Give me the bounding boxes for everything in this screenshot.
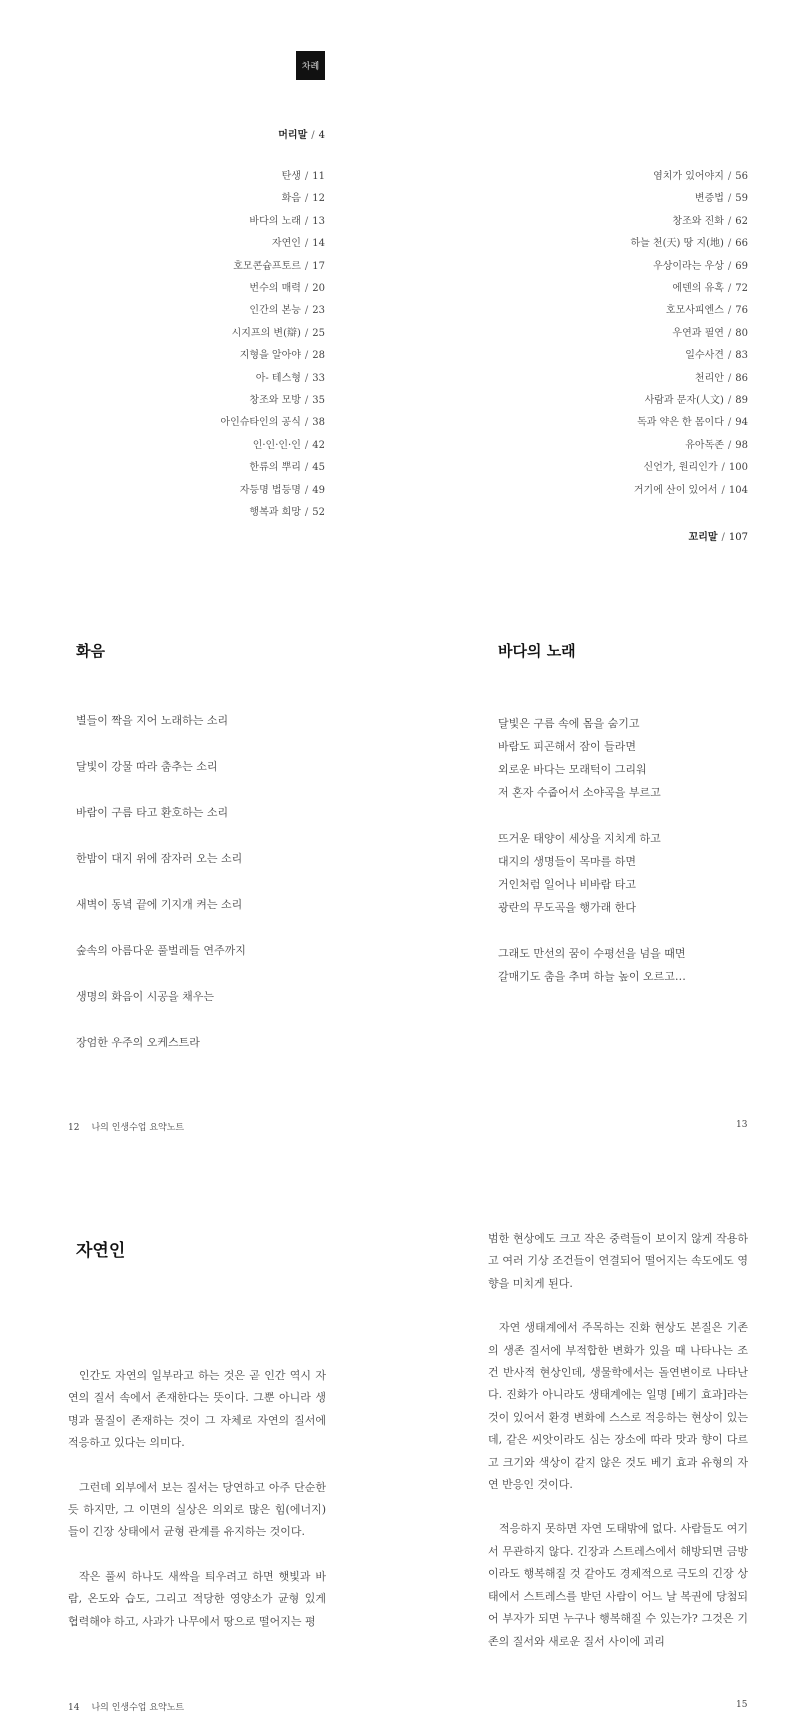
toc-entry-page: 56 [735, 171, 748, 182]
poem-title-sea-song: 바다의 노래 [498, 642, 576, 660]
toc-entry: 신언가, 원리인가 / 100 [643, 462, 748, 474]
toc-separator: / [721, 532, 725, 543]
toc-badge: 차례 [296, 51, 325, 80]
essay-title: 자연인 [76, 1241, 126, 1261]
toc-entry-page: 28 [312, 350, 325, 362]
toc-entry: 인·인·인·인 / 42 [252, 439, 325, 451]
poem-line: 대지의 생명들이 목마를 하면 [498, 855, 637, 868]
poem-stanza [498, 712, 686, 804]
toc-entry: 독과 약은 한 몸이다 / 94 [637, 417, 748, 429]
toc-entry-title: 자연인 [271, 238, 301, 250]
toc-entry: 창조와 진화 / 62 [672, 215, 748, 227]
toc-entry-title: 변증법 [694, 193, 724, 205]
poem-line: 저 혼자 수줍어서 소야곡을 부르고 [498, 786, 661, 799]
essay-paragraph: 그런데 외부에서 보는 질서는 당연하고 아주 단순한 듯 하지만, 그 이면의 실상은 의외로 많은 힘(에너지)들이 긴장 상태에서 균형 관계를 유지하는 것이다. [68, 1480, 326, 1539]
poem-line: 새벽이 동녘 끝에 기지개 켜는 소리 [76, 898, 243, 911]
poem-line: 바람도 피곤해서 잠이 들라면 [498, 740, 637, 753]
toc-entry-title: 사람과 문자(人文) [644, 395, 724, 407]
poem-line: 달빛이 강물 따라 춤추는 소리 [76, 760, 218, 773]
toc-entry: 바다의 노래 / 13 [249, 215, 325, 227]
toc-entry-page: 25 [312, 327, 325, 339]
toc-entry-page: 83 [735, 350, 748, 362]
toc-entry: 창조와 모방 / 35 [249, 395, 325, 407]
toc-entry: 자등명 법등명 / 49 [239, 484, 325, 496]
toc-entry: 행복과 희망 / 52 [249, 507, 325, 519]
folio-left [68, 1700, 184, 1713]
toc-entry-title: 창조와 진화 [672, 215, 724, 227]
poem-stanza [498, 942, 686, 988]
folio-page-number: 14 [68, 1703, 80, 1713]
toc-separator: / [311, 130, 315, 141]
toc-entry-title: 한류의 뿌리 [249, 462, 301, 474]
toc-entry-title: 번수의 매력 [249, 283, 301, 295]
essay-paragraph: 적응하지 못하면 자연 도태밖에 없다. 사람들도 여기서 무관하지 않다. 긴장과 스트레스에서 해방되면 금방이라도 행복해질 것 같아도 경제적으로 극도의 긴장 상태에서 스트레스를 받던 사람이 어느 날 복권에 당첨되어 부자가 되면 누구나 행복해질 수 있는가? 그것은 기존의 질서와 새로운 질서 사이에 괴리 [488, 1522, 748, 1648]
toc-entry-title: 인간의 본능 [249, 305, 301, 317]
folio-book-title: 나의 인생수업 요약노트 [91, 1123, 185, 1133]
toc-entry-page: 20 [312, 283, 325, 295]
toc-entry: 호모사피엔스 / 76 [665, 305, 748, 317]
toc-entry-title: 자등명 법등명 [239, 484, 301, 496]
toc-entry: 호모콘슘프토르 / 17 [233, 260, 325, 272]
essay-paragraph: 범한 현상에도 크고 작은 중력들이 보이지 않게 작용하고 여러 기상 조건들이 연결되어 떨어지는 속도에도 영향을 미치게 된다. [488, 1232, 748, 1290]
toc-entry-page: 62 [735, 215, 748, 227]
toc-entry-title: 지형을 알아야 [239, 350, 301, 362]
poem-line: 별들이 짝을 지어 노래하는 소리 [76, 714, 229, 727]
essay-paragraph: 작은 풀씨 하나도 새싹을 틔우려고 하면 햇빛과 바람, 온도와 습도, 그리고 적당한 영양소가 균형 있게 협력해야 하고, 사과가 나무에서 땅으로 떨어지는 평 [68, 1569, 326, 1628]
toc-entry-title: 염치가 있어야지 [653, 171, 724, 182]
folio-book-title: 나의 인생수업 요약노트 [91, 1703, 185, 1713]
toc-left-column [150, 166, 325, 525]
toc-entry-title: 유아독존 [685, 439, 724, 451]
toc-entry-page: 45 [312, 462, 325, 474]
toc-entry-page: 59 [735, 193, 748, 205]
toc-entry: 아인슈타인의 공식 / 38 [220, 417, 325, 429]
toc-entry-page: 94 [735, 417, 748, 429]
toc-preface-page: 4 [318, 130, 325, 141]
toc-preface [200, 126, 325, 141]
folio-page-number: 15 [736, 1700, 748, 1710]
toc-epilogue-title: 꼬리말 [688, 532, 718, 543]
toc-entry: 자연인 / 14 [271, 238, 325, 250]
poem-line: 광란의 무도곡을 행가래 한다 [498, 901, 637, 914]
toc-entry-title: 독과 약은 한 몸이다 [637, 417, 724, 429]
toc-entry-page: 42 [312, 439, 325, 451]
toc-entry: 우상이라는 우상 / 69 [653, 260, 748, 272]
toc-entry: 번수의 매력 / 20 [249, 283, 325, 295]
toc-entry-page: 89 [735, 395, 748, 407]
poem-line: 숲속의 아름다운 풀벌레들 연주까지 [76, 944, 246, 957]
toc-entry: 하늘 천(天) 땅 지(地) / 66 [630, 238, 748, 250]
poem-harmony-body [76, 712, 246, 1080]
toc-entry-page: 72 [735, 283, 748, 295]
toc-entry-page: 33 [312, 372, 325, 384]
toc-entry-page: 66 [735, 238, 748, 250]
toc-entry: 사람과 문자(人文) / 89 [644, 395, 748, 407]
toc-entry-page: 17 [312, 260, 325, 272]
toc-entry: 에덴의 유혹 / 72 [672, 283, 748, 295]
toc-entry-page: 23 [312, 305, 325, 317]
toc-entry-title: 호모콘슘프토르 [233, 260, 301, 272]
toc-entry-title: 신언가, 원리인가 [643, 462, 718, 474]
toc-entry-title: 바다의 노래 [249, 215, 301, 227]
toc-entry-title: 우연과 필연 [672, 327, 724, 339]
toc-entry: 염치가 있어야지 / 56 [653, 171, 748, 182]
folio-left [68, 1120, 184, 1133]
toc-entry: 지형을 알아야 / 28 [239, 350, 325, 362]
toc-entry: 아- 테스형 / 33 [255, 372, 325, 384]
poem-line: 그래도 만선의 꿈이 수평선을 넘을 때면 [498, 947, 686, 960]
toc-entry: 탄생 / 11 [281, 171, 325, 182]
toc-entry-page: 52 [312, 507, 325, 519]
toc-entry-title: 호모사피엔스 [665, 305, 724, 317]
toc-entry-title: 거기에 산이 있어서 [633, 484, 718, 496]
poem-line: 뜨거운 태양이 세상을 지치게 하고 [498, 832, 661, 845]
folio-page-number: 12 [68, 1123, 80, 1133]
toc-entry-title: 화음 [281, 193, 301, 205]
poem-sea-song-body [498, 712, 686, 1011]
poem-line: 한밤이 대지 위에 잠자러 오는 소리 [76, 852, 243, 865]
toc-entry-page: 38 [312, 417, 325, 429]
toc-entry-title: 아인슈타인의 공식 [220, 417, 301, 429]
poem-stanza [498, 827, 686, 919]
poem-line: 장엄한 우주의 오케스트라 [76, 1036, 200, 1049]
toc-entry: 한류의 뿌리 / 45 [249, 462, 325, 474]
poem-line: 갈매기도 춤을 추며 하늘 높이 오르고… [498, 970, 686, 983]
toc-entry: 우연과 필연 / 80 [672, 327, 748, 339]
toc-entry-page: 98 [735, 439, 748, 451]
toc-entry: 변증법 / 59 [694, 193, 748, 205]
toc-entry: 유아독존 / 98 [685, 439, 748, 451]
toc-entry-page: 13 [312, 215, 325, 227]
toc-entry-page: 100 [728, 462, 748, 474]
toc-entry-title: 우상이라는 우상 [653, 260, 724, 272]
toc-right-column [560, 166, 748, 502]
toc-preface-title: 머리말 [278, 130, 308, 141]
toc-entry-title: 창조와 모방 [249, 395, 301, 407]
essay-left-column [68, 1365, 326, 1655]
toc-entry-page: 49 [312, 484, 325, 496]
toc-epilogue [600, 528, 748, 543]
toc-entry-title: 천리안 [694, 372, 724, 384]
poem-line: 거인처럼 일어나 비바람 타고 [498, 878, 637, 891]
toc-entry-page: 14 [312, 238, 325, 250]
toc-entry-title: 행복과 희망 [249, 507, 301, 519]
toc-entry-title: 시지프의 변(辯) [231, 327, 301, 339]
essay-paragraph: 인간도 자연의 일부라고 하는 것은 곧 인간 역시 자연의 질서 속에서 존재한다는 뜻이다. 그뿐 아니라 생명과 물질이 존재하는 것이 그 자체로 자연의 질서에 적응하고 있다는 의미다. [68, 1369, 326, 1450]
toc-entry: 화음 / 12 [281, 193, 325, 205]
toc-entry: 천리안 / 86 [694, 372, 748, 384]
toc-entry-page: 104 [728, 484, 748, 496]
toc-entry-title: 탄생 [281, 171, 301, 182]
toc-entry-page: 69 [735, 260, 748, 272]
toc-entry-page: 35 [312, 395, 325, 407]
folio-page-number: 13 [736, 1120, 748, 1130]
poem-line: 달빛은 구름 속에 몸을 숨기고 [498, 717, 640, 730]
toc-entry-title: 아- 테스형 [255, 372, 301, 384]
toc-entry: 인간의 본능 / 23 [249, 305, 325, 317]
folio-right [736, 1120, 747, 1130]
folio-right [736, 1700, 747, 1710]
toc-entry: 거기에 산이 있어서 / 104 [633, 484, 748, 496]
toc-entry: 일수사견 / 83 [685, 350, 748, 362]
toc-entry-page: 76 [735, 305, 748, 317]
toc-entry-page: 12 [312, 193, 325, 205]
toc-entry-page: 86 [735, 372, 748, 384]
toc-entry-title: 하늘 천(天) 땅 지(地) [630, 238, 724, 250]
essay-paragraph: 자연 생태계에서 주목하는 진화 현상도 본질은 기존의 생존 질서에 부적합한 변화가 있을 때 나타나는 조건 반사적 현상인데, 생물학에서는 돌연변이로 나타난다. 진화가 아니라도 생태계에는 일명 [베기 효과]라는 것이 있어서 환경 변화에 스스로 적응하는 현상이 있는데, 같은 씨앗이라도 심는 장소에 따라 맛과 향이 다르고 크기와 색상이 같지 않은 것도 베기 효과 유형의 자연 반응인 것이다. [488, 1321, 748, 1492]
toc-epilogue-page: 107 [728, 532, 748, 543]
toc-entry: 시지프의 변(辯) / 25 [231, 327, 325, 339]
essay-right-column [488, 1228, 748, 1675]
toc-entry-title: 일수사견 [685, 350, 724, 362]
toc-entry-title: 인·인·인·인 [252, 439, 301, 451]
poem-title-harmony: 화음 [76, 642, 105, 660]
poem-line: 생명의 화음이 시공을 채우는 [76, 990, 215, 1003]
toc-entry-page: 11 [312, 171, 325, 182]
toc-entry-page: 80 [735, 327, 748, 339]
poem-line: 외로운 바다는 모래턱이 그리워 [498, 763, 647, 776]
poem-line: 바람이 구름 타고 환호하는 소리 [76, 806, 229, 819]
toc-entry-title: 에덴의 유혹 [672, 283, 724, 295]
